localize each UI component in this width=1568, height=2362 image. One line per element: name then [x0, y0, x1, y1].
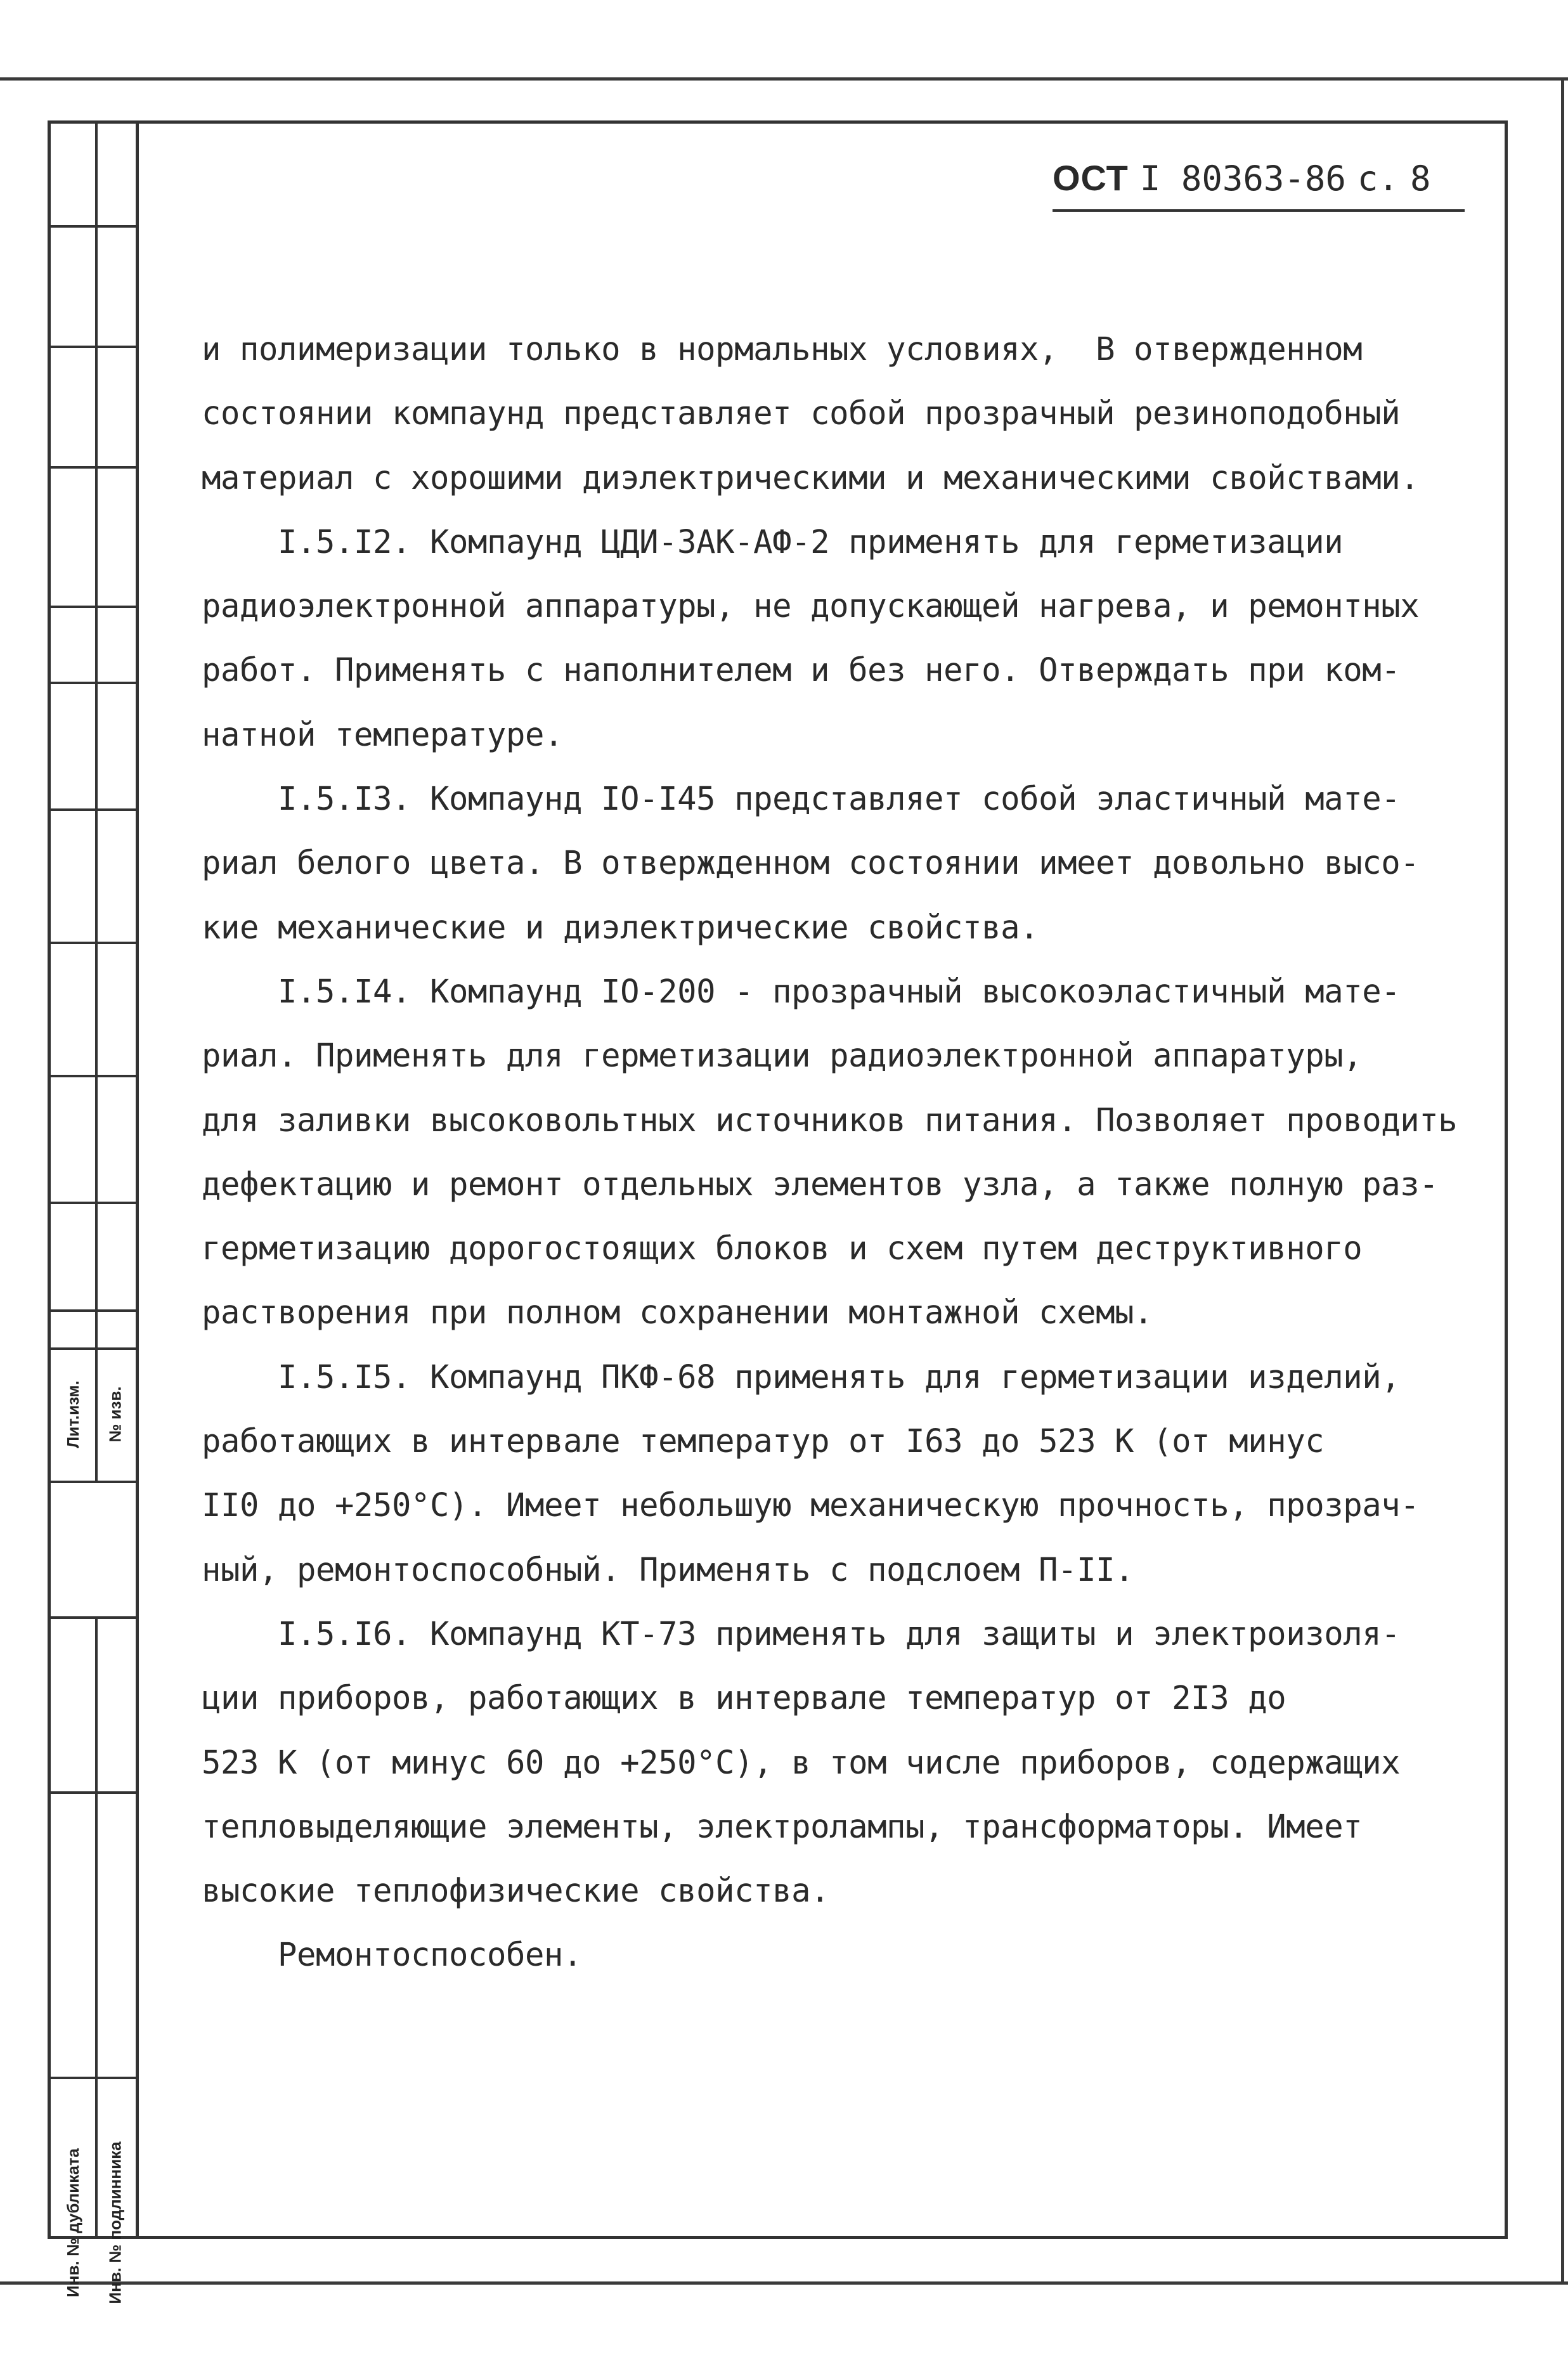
page-bottom-rule [0, 2281, 1568, 2285]
strip-rule [51, 346, 136, 348]
body-line: материал с хорошими диэлектрическими и механическими свойствами. [202, 458, 1420, 496]
inv-dubl-label: Инв. № дубликата [63, 2148, 82, 2297]
body-line: риал. Применять для герметизации радиоэлектронной аппаратуры, [202, 1037, 1363, 1075]
strip-rule [51, 808, 136, 811]
body-line: и полимеризации только в нормальных условиях, В отвержденном [202, 330, 1363, 368]
binding-strip [48, 120, 136, 2304]
strip-rule [51, 1616, 136, 1619]
strip-rule [51, 1347, 136, 1350]
body-line: работающих в интервале температур от I63 до 523 К (от минус [202, 1422, 1325, 1460]
body-line: состоянии компаунд представляет собой прозрачный резиноподобный [202, 394, 1401, 432]
no-izv-label: № изв. [105, 1385, 125, 1443]
page-top-rule [0, 77, 1568, 81]
body-line: I.5.I3. Компаунд IO-I45 представляет собой эластичный мате- [278, 780, 1401, 818]
header-underline [1053, 209, 1465, 212]
page-prefix: с. [1357, 159, 1399, 198]
strip-rule [51, 466, 136, 469]
body-line: I.5.I2. Компаунд ЦДИ-ЗАК-АФ-2 применять для герметизации [278, 522, 1344, 561]
strip-rule [51, 2077, 136, 2079]
strip-rule [51, 225, 136, 228]
strip-rule [51, 942, 136, 944]
lit-izm-label: Лит.изм. [63, 1380, 82, 1448]
body-line: I.5.I6. Компаунд КТ-73 применять для защиты и электроизоля- [278, 1614, 1401, 1652]
body-line: натной температуре. [202, 715, 564, 753]
strip-rule [51, 606, 136, 608]
body-line: 523 К (от минус 60 до +250°С), в том числе приборов, содержащих [202, 1743, 1401, 1781]
strip-rule [51, 1202, 136, 1204]
body-line: тепловыделяющие элементы, электролампы, трансформаторы. Имеет [202, 1807, 1363, 1845]
body-line: дефектацию и ремонт отдельных элементов узла, а также полную раз- [202, 1165, 1439, 1203]
body-line: радиоэлектронной аппаратуры, не допускающей нагрева, и ремонтных [202, 587, 1420, 625]
body-line: риал белого цвета. В отвержденном состоянии имеет довольно высо- [202, 844, 1420, 882]
body-line: I.5.I5. Компаунд ПКФ-68 применять для герметизации изделий, [278, 1358, 1401, 1396]
page-header [1053, 157, 1471, 214]
strip-rule [51, 1791, 136, 1794]
body-line: кие механические и диэлектрические свойства. [202, 908, 1039, 946]
body-line: ции приборов, работающих в интервале температур от 2I3 до [202, 1679, 1286, 1717]
body-line: для заливки высоковольтных источников питания. Позволяет проводить [202, 1101, 1458, 1139]
page-right-rule [1561, 77, 1564, 2285]
standard-code: I 80363-86 [1139, 159, 1346, 198]
body-line: I.5.I4. Компаунд IO-200 - прозрачный высокоэластичный мате- [278, 972, 1401, 1010]
body-line: II0 до +250°С). Имеет небольшую механическую прочность, прозрач- [202, 1486, 1420, 1524]
body-line: высокие теплофизические свойства. [202, 1872, 830, 1910]
body-line: герметизацию дорогостоящих блоков и схем путем деструктивного [202, 1230, 1363, 1268]
strip-gap [51, 1483, 136, 1616]
strip-rule [51, 1075, 136, 1077]
strip-rule [51, 1309, 136, 1312]
body-line: Ремонтоспособен. [278, 1936, 583, 1974]
body-text [202, 317, 1508, 1987]
strip-rule [51, 682, 136, 684]
inv-podl-label: Инв. № подлинника [105, 2141, 125, 2304]
binding-strip-divider [95, 124, 98, 2236]
standard-abbrev: ОСТ [1053, 158, 1129, 198]
page-number: 8 [1409, 159, 1431, 198]
body-line: растворения при полном сохранении монтажной схемы. [202, 1294, 1153, 1332]
body-line: работ. Применять с наполнителем и без него. Отверждать при ком- [202, 651, 1401, 689]
body-line: ный, ремонтоспособный. Применять с подслоем П-II. [202, 1550, 1134, 1588]
